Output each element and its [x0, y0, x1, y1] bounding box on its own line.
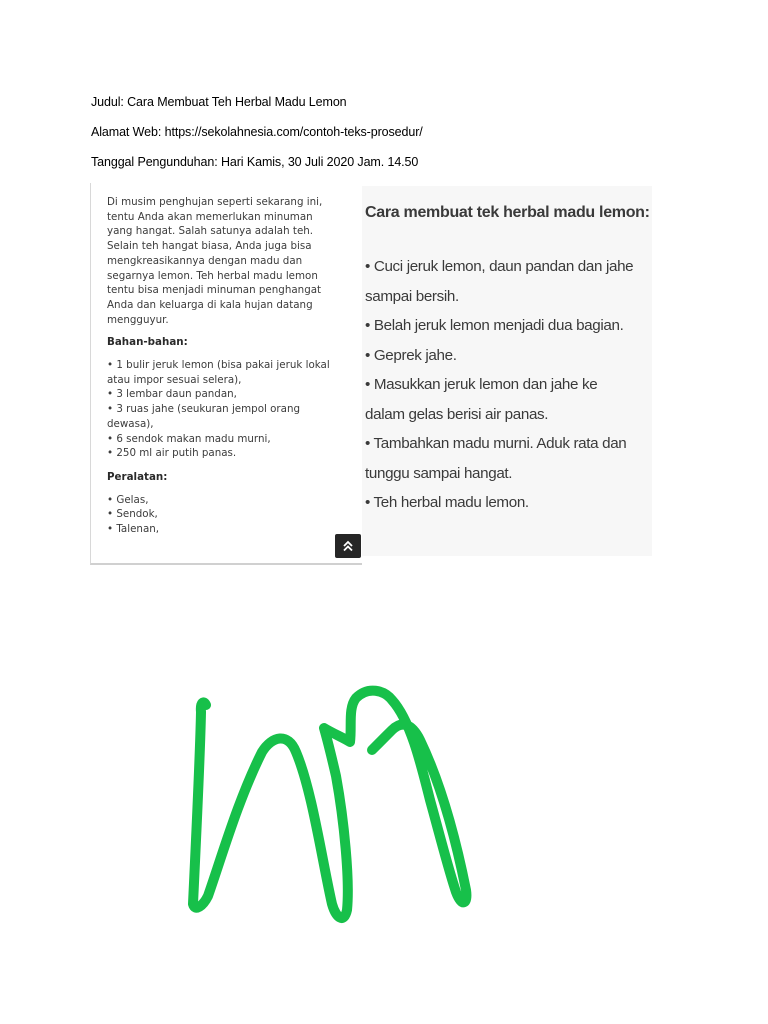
steps-block	[365, 204, 655, 518]
step-line: • Belah jeruk lemon menjadi dua bagian.	[365, 317, 624, 334]
steps-list	[365, 252, 655, 518]
intro-paragraph	[107, 195, 359, 327]
step-line: • Masukkan jeruk lemon dan jahe ke	[365, 376, 598, 393]
article-screenshot-left	[90, 183, 362, 565]
intro-line: Selain teh hangat biasa, Anda juga bisa	[107, 240, 312, 253]
intro-line: segarnya lemon. Teh herbal madu lemon	[107, 269, 318, 282]
list-item: • Talenan,	[107, 523, 160, 536]
steps-title: Cara membuat tek herbal madu lemon:	[365, 204, 650, 221]
intro-line: Anda dan keluarga di kala hujan datang	[107, 298, 313, 311]
handwritten-signature	[170, 670, 510, 950]
step-line: • Teh herbal madu lemon.	[365, 494, 529, 511]
step-line: • Geprek jahe.	[365, 346, 457, 364]
list-item: atau impor sesuai selera),	[107, 373, 242, 386]
intro-line: tentu Anda akan memerlukan minuman	[107, 210, 313, 223]
intro-line: yang hangat. Salah satunya adalah teh.	[107, 225, 314, 238]
list-item: • Gelas,	[107, 493, 149, 506]
peralatan-heading: Peralatan:	[107, 470, 168, 483]
list-item: • 6 sendok makan madu murni,	[107, 432, 271, 445]
list-item: • 3 lembar daun pandan,	[107, 388, 237, 401]
list-item: dewasa),	[107, 417, 154, 430]
scroll-to-top-button[interactable]	[335, 534, 361, 558]
bahan-heading: Bahan-bahan:	[107, 336, 188, 349]
intro-line: mengguyur.	[107, 313, 169, 326]
step-line: • Tambahkan madu murni. Aduk rata dan	[365, 435, 627, 452]
peralatan-list	[107, 493, 359, 537]
list-item: • Sendok,	[107, 508, 158, 521]
intro-line: Di musim penghujan seperti sekarang ini,	[107, 196, 323, 208]
step-line: dalam gelas berisi air panas.	[365, 405, 549, 423]
step-line: sampai bersih.	[365, 287, 459, 305]
bahan-list	[107, 358, 359, 461]
download-date-line: Tanggal Pengunduhan: Hari Kamis, 30 Juli 2020 Jam. 14.50	[91, 155, 419, 169]
web-address-line: Alamat Web: https://sekolahnesia.com/contoh-teks-prosedur/	[91, 125, 423, 139]
double-chevron-up-icon	[342, 540, 354, 552]
list-item: • 1 bulir jeruk lemon (bisa pakai jeruk lokal	[107, 359, 330, 372]
list-item: • 250 ml air putih panas.	[107, 447, 237, 460]
intro-line: tentu bisa menjadi minuman penghangat	[107, 284, 322, 297]
list-item: • 3 ruas jahe (seukuran jempol orang	[107, 403, 301, 416]
intro-line: mengkreasikannya dengan madu dan	[107, 254, 303, 267]
step-line: • Cuci jeruk lemon, daun pandan dan jahe	[365, 258, 634, 275]
document-title: Judul: Cara Membuat Teh Herbal Madu Lemon	[91, 95, 347, 109]
step-line: tunggu sampai hangat.	[365, 464, 513, 482]
